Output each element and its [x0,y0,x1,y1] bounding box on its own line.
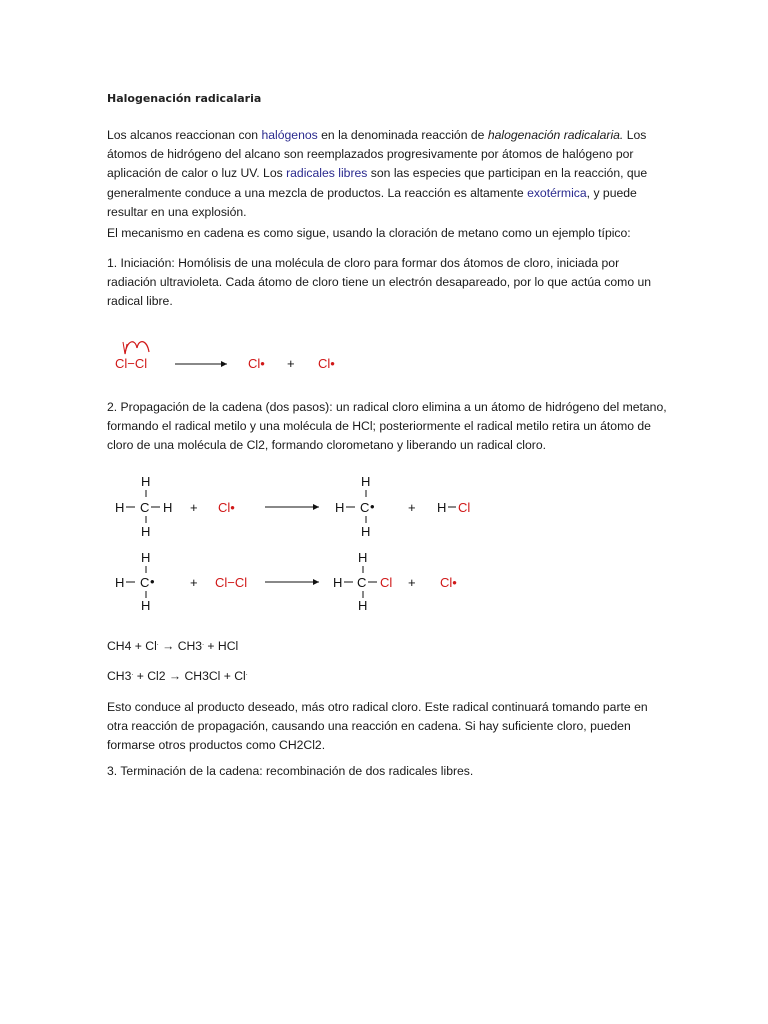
hcl-product [437,500,470,515]
plus-4: + [408,575,416,590]
step3-termination: 3. Terminación de la cadena: recombinación de dos radicales libres. [107,764,474,778]
intro-text-a: Los alcanos reaccionan con [107,128,262,142]
equation-2: CH3. + Cl2 → CH3Cl + Cl. [107,669,248,683]
intro-text-d: son las especies que participan en la reacción, que generalmente conduce a una mezcla de productos. La reacción es altamente [107,166,648,200]
svg-text:•: • [150,574,155,589]
svg-text:H: H [358,598,368,613]
svg-text:H: H [437,500,447,515]
cl-radical-product: Cl• [440,575,457,590]
link-exotermica[interactable]: exotérmica [527,185,587,200]
intro-text-b: en la denominada reacción de [317,128,488,142]
svg-text:H: H [141,474,151,489]
svg-text:•: • [370,499,375,514]
svg-text:Cl: Cl [380,575,393,590]
svg-text:H: H [115,575,125,590]
svg-text:H: H [358,550,368,565]
svg-text:H: H [141,550,151,565]
methyl-radical-reactant [115,550,155,613]
step1-initiation: 1. Iniciación: Homólisis de una molécula de cloro para formar dos átomos de cloro, iniciada por radiación ultravioleta. Cada átomo de cloro tiene un electrón desapareado, por lo que actúa como un radical libre. [107,256,652,309]
product-cl-radical-1: Cl• [248,356,265,371]
svg-text:H: H [361,524,371,539]
svg-text:H: H [141,598,151,613]
page-title: Halogenación radicalaria [107,92,262,105]
plus-3: + [190,575,198,590]
svg-text:C: C [357,575,367,590]
svg-text:H: H [141,524,151,539]
methane-structure [115,474,172,539]
plus-1: + [190,500,198,515]
equation-1: CH4 + Cl. → CH3. + HCl [107,639,239,653]
link-radicales-libres[interactable]: radicales libres [286,166,368,181]
product-cl-radical-2: Cl• [318,356,335,371]
arrowhead-left [123,342,127,354]
fishhook-arrow-left [125,342,137,354]
intro-italic: halogenación radicalaria. [487,128,624,142]
intro-text-e: , y puede resultar en una explosión. [107,185,637,219]
link-halogenos[interactable]: halógenos [261,128,318,142]
svg-text:H: H [335,500,345,515]
cl-radical-reactant: Cl• [218,500,235,515]
plus-sign: + [287,356,295,371]
plus-2: + [408,500,416,515]
reactant-cl2: Cl−Cl [115,356,148,371]
svg-text:H: H [163,500,173,515]
cl2-reactant: Cl−Cl [215,575,248,590]
svg-text:Cl: Cl [458,500,471,515]
step2-propagation: 2. Propagación de la cadena (dos pasos): un radical cloro elimina a un átomo de hidrógeno del metano, formando el radical metilo y una molécula de HCl; posteriormente el radical metilo retira un átomo de cloro de una molécula de Cl2, formando clorometano y liberando un radical cloro. [107,400,667,453]
svg-text:H: H [333,575,343,590]
arrow-head-1 [221,361,227,367]
intro-paragraph [107,126,667,222]
intro-text-c: Los átomos de hidrógeno del alcano son reemplazados progresivamente por átomos de halógeno por aplicación de calor o luz UV. Los [107,128,647,181]
svg-text:C: C [360,500,370,515]
svg-text:C: C [140,500,150,515]
propagation-scheme [107,472,507,625]
svg-text:H: H [361,474,371,489]
svg-text:H: H [115,500,125,515]
chloromethane-product [333,550,392,613]
initiation-scheme [107,334,367,381]
svg-text:C: C [140,575,150,590]
mechanism-intro: El mecanismo en cadena es como sigue, usando la cloración de metano como un ejemplo típico: [107,226,631,240]
methyl-radical-product [335,474,375,539]
paragraph-chain-reaction: Esto conduce al producto deseado, más otro radical cloro. Este radical continuará tomando parte en otra reacción de propagación, causando una reacción en cadena. Si hay suficiente cloro, pueden formarse otros productos como CH2Cl2. [107,700,648,753]
fishhook-arrow-right [137,342,149,352]
